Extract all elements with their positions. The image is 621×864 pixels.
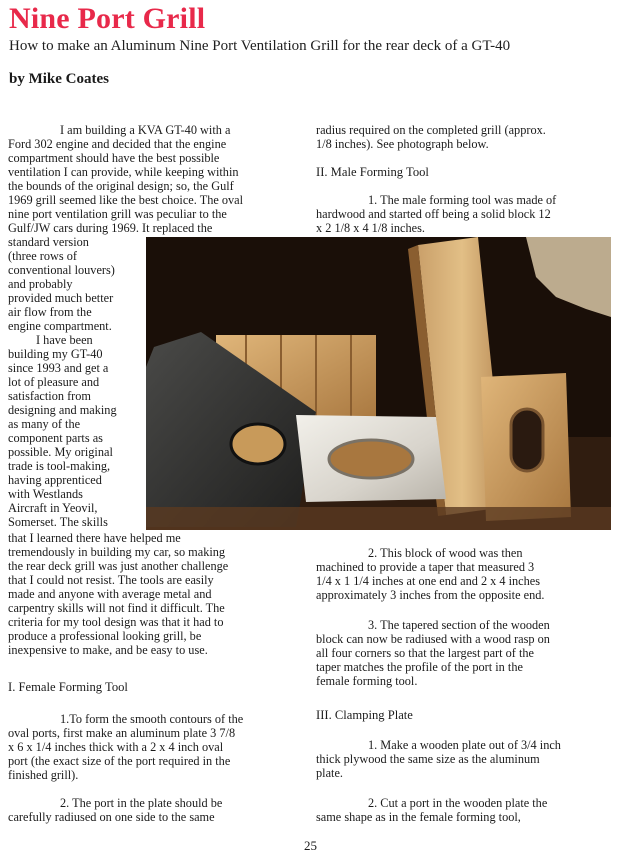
paragraph-line: female forming tool. [316,674,418,688]
paragraph-line: radius required on the completed grill (approx. [316,123,546,137]
paragraph-line: hardwood and started off being a solid block 12 [316,207,551,221]
article-title: Nine Port Grill [9,2,206,35]
paragraph-line: thick plywood the same size as the aluminum [316,752,540,766]
paragraph-line: taper matches the profile of the port in the [316,660,523,674]
paragraph-line: lot of pleasure and [8,375,100,389]
section-heading-clamping-plate: III. Clamping Plate [316,708,413,722]
page-number: 25 [304,838,317,853]
paragraph-line: conventional louvers) [8,263,115,277]
paragraph-line: x 6 x 1/4 inches thick with a 2 x 4 inch oval [8,740,224,754]
paragraph-line: 1. Make a wooden plate out of 3/4 inch [368,738,561,752]
paragraph-line: 1/8 inches). See photograph below. [316,137,489,151]
paragraph-line: that I learned there have helped me [8,531,181,545]
paragraph-line: inexpensive to make, and be easy to use. [8,643,208,657]
paragraph-line: engine compartment. [8,319,112,333]
paragraph-line: component parts as [8,431,103,445]
paragraph-line: building my GT-40 [8,347,103,361]
paragraph-line: I am building a KVA GT-40 with a [60,123,231,137]
paragraph-line: x 2 1/8 x 4 1/8 inches. [316,221,425,235]
paragraph-line: Aircraft in Yeovil, [8,501,98,515]
paragraph-line: 1.To form the smooth contours of the [60,712,244,726]
paragraph-line: 2. This block of wood was then [368,546,523,560]
paragraph-line: designing and making [8,403,117,417]
paragraph-line: approximately 3 inches from the opposite end. [316,588,545,602]
paragraph-line: that I could not resist. The tools are easily [8,573,214,587]
paragraph-line: machined to provide a taper that measured 3 [316,560,535,574]
paragraph-line: ventilation I can provide, while keeping within [8,165,239,179]
paragraph-line: the bounds of the original design; so, the Gulf [8,179,234,193]
paragraph-line: standard version [8,235,89,249]
paragraph-line: 1/4 x 1 1/4 inches at one end and 2 x 4 inches [316,574,541,588]
paragraph-line: compartment should have the best possible [8,151,220,165]
author-byline: by Mike Coates [9,71,109,87]
paragraph-line: 1969 grill seemed like the best choice. The oval [8,193,244,207]
paragraph-line: I have been [36,333,93,347]
paragraph-line: finished grill). [8,768,79,782]
paragraph-line: with Westlands [8,487,83,501]
paragraph-line: made and anyone with average metal and [8,587,212,601]
paragraph-line: trade is tool-making, [8,459,111,473]
paragraph-line: satisfaction from [8,389,91,403]
paragraph-line: carefully radiused on one side to the same [8,810,215,824]
forming-tools-illustration [146,237,611,530]
paragraph-line: the rear deck grill was just another challenge [8,559,229,573]
paragraph-line: provided much better [8,291,114,305]
paragraph-line: 3. The tapered section of the wooden [368,618,550,632]
paragraph-line: 1. The male forming tool was made of [368,193,557,207]
forming-tools-photo [146,237,611,530]
paragraph-line: as many of the [8,417,81,431]
paragraph-line: oval ports, first make an aluminum plate 3 7/8 [8,726,236,740]
paragraph-line: produce a professional looking grill, be [8,629,202,643]
paragraph-line: since 1993 and get a [8,361,109,375]
paragraph-line: port (the exact size of the port required in the [8,754,231,768]
paragraph-line: and probably [8,277,73,291]
paragraph-line: criteria for my tool design was that it had to [8,615,224,629]
paragraph-line: all four corners so that the largest part of the [316,646,534,660]
paragraph-line: Ford 302 engine and decided that the engine [8,137,227,151]
paragraph-line: (three rows of [8,249,77,263]
paragraph-line: Gulf/JW cars during 1969. It replaced the [8,221,213,235]
paragraph-line: plate. [316,766,343,780]
paragraph-line: tremendously in building my car, so making [8,545,226,559]
section-heading-female-forming-tool: I. Female Forming Tool [8,680,128,694]
paragraph-line: 2. Cut a port in the wooden plate the [368,796,548,810]
paragraph-line: 2. The port in the plate should be [60,796,223,810]
paragraph-line: same shape as in the female forming tool, [316,810,521,824]
section-heading-male-forming-tool: II. Male Forming Tool [316,165,429,179]
paragraph-line: nine port ventilation grill was peculiar to the [8,207,227,221]
paragraph-line: Somerset. The skills [8,515,108,529]
paragraph-line: possible. My original [8,445,113,459]
paragraph-line: block can now be radiused with a wood rasp on [316,632,550,646]
paragraph-line: carpentry skills will not find it difficult. The [8,601,225,615]
paragraph-line: having apprenticed [8,473,102,487]
paragraph-line: air flow from the [8,305,92,319]
article-subtitle: How to make an Aluminum Nine Port Ventilation Grill for the rear deck of a GT-40 [9,38,511,54]
